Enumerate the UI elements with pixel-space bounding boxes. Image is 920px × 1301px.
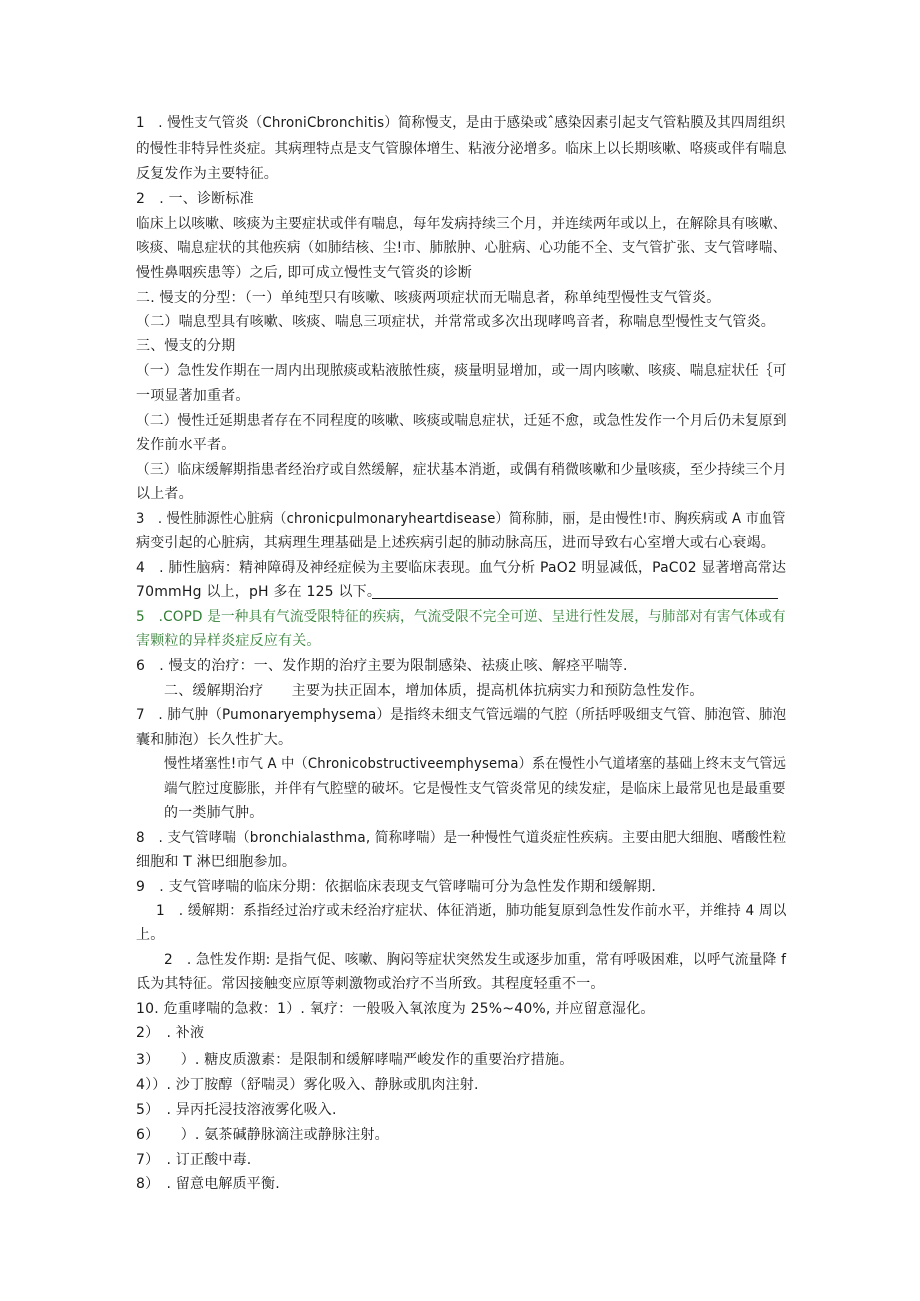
text-line: 的慢性非特异性炎症。其病理特点是支气管腺体增生、粘液分泌增多。临床上以长期咳嗽、咯痰或伴有喘息 bbox=[136, 141, 787, 157]
text-line: 端气腔过度膨胀，并伴有气腔壁的破坏。它是慢性支气管炎常见的续发症，是临床上最常见也是最重要 bbox=[164, 781, 786, 797]
text-line: 4 . 肺性脑病：精神障碍及神经症候为主要临床表现。血气分析 PaO2 明显减低，PaC02 显著增高常达 bbox=[136, 560, 787, 576]
text-line: 以上者。 bbox=[136, 486, 193, 502]
text-line: 7） . 订正酸中毒. bbox=[136, 1152, 252, 1168]
text-line: 二、缓解期治疗 主要为扶正固本，增加体质，提高机体抗病实力和预防急性发作。 bbox=[164, 683, 704, 699]
text-line: 上。 bbox=[136, 927, 165, 943]
text-line: 反复发作为主要特征。 bbox=[136, 166, 278, 182]
text-line: （一）急性发作期在一周内出现脓痰或粘液脓性痰，痰量明显增加，或一周内咳嗽、咳痰、喘息症状任｛可 bbox=[136, 363, 787, 379]
text-line: 2 . 急性发作期: 是指气促、咳嗽、胸闷等症状突然发生或逐步加重，常有呼吸困难，以呼气流量降 f bbox=[164, 952, 787, 968]
text-line: 1 . 缓解期：系指经过治疗或未经治疗症状、体征消逝，肺功能复原到急性发作前水平，并维持 4 周以 bbox=[156, 903, 787, 919]
text-line: 细胞和 T 淋巴细胞参加。 bbox=[136, 854, 297, 870]
text-line: 8 . 支气管哮喘（bronchialasthma, 简称哮喘）是一种慢性气道炎症性疾病。主要由肥大细胞、嗜酸性粒 bbox=[136, 830, 787, 846]
highlighted-line: 5 .COPD 是一种具有气流受限特征的疾病，气流受限不完全可逆、呈进行性发展，与肺部对有害气体或有 bbox=[136, 609, 786, 625]
text-line: 一项显著加重者。 bbox=[136, 388, 250, 404]
text-line: 慢性堵塞性!市气 A 中（Chronicobstructiveemphysema）系在慢性小气道堵塞的基础上终末支气管远 bbox=[164, 756, 787, 772]
text-line: 8） . 留意电解质平衡. bbox=[136, 1176, 280, 1192]
text-line: 70mmHg 以上，pH 多在 125 以下。 bbox=[136, 584, 382, 600]
text-line: 临床上以咳嗽、咳痰为主要症状或伴有喘息，每年发病持续三个月，并连续两年或以上，在解除具有咳嗽、 bbox=[136, 216, 787, 232]
text-line: （二）慢性迁延期患者存在不同程度的咳嗽、咳痰或喘息症状，迁延不愈，或急性发作一个月后仍未复原到 bbox=[136, 413, 787, 429]
text-line: 3 . 慢性肺源性心脏病（chronicpulmonaryheartdisease）简称肺，丽，是由慢性!市、胸疾病或 A 市血管 bbox=[136, 511, 786, 527]
text-line: 囊和肺泡）长久性扩大。 bbox=[136, 732, 293, 748]
text-line: （二）喘息型具有咳嗽、咳痰、喘息三项症状，并常常或多次出现哮鸣音者，称喘息型慢性支气管炎。 bbox=[136, 314, 775, 330]
text-line: 10. 危重哮喘的急救：1）. 氧疗：一般吸入氧浓度为 25%~40%, 并应留意湿化。 bbox=[136, 1001, 655, 1017]
text-line: 发作前水平者。 bbox=[136, 437, 236, 453]
text-line: 咳痰、喘息症状的其他疾病（如肺结核、尘!市、肺脓肿、心脏病、心功能不全、支气管扩张、支气管哮喘、 bbox=[136, 240, 787, 256]
text-line: 3） ）. 糖皮质激素：是限制和缓解哮喘严峻发作的重要治疗措施。 bbox=[136, 1052, 574, 1068]
section-heading: 三、慢支的分期 bbox=[136, 338, 236, 354]
text-line: 2） . 补液 bbox=[136, 1025, 205, 1041]
text-line: 1 . 慢性支气管炎（ChroniCbronchitis）简称慢支，是由于感染或ˆ感染因素引起支气管粘膜及其四周组织 bbox=[136, 115, 786, 131]
text-line: 慢性鼻咽疾患等）之后, 即可成立慢性支气管炎的诊断 bbox=[136, 265, 472, 281]
text-line: 病变引起的心脏病，其病理生理基础是上述疾病引起的肺动脉高压，进而导致右心室增大或右心衰竭。 bbox=[136, 535, 775, 551]
text-line: 二. 慢支的分型：（一）单纯型只有咳嗽、咳痰两项症状而无喘息者，称单纯型慢性支气管炎。 bbox=[136, 290, 721, 306]
section-heading: 2 . 一、诊断标准 bbox=[136, 191, 254, 207]
text-line: 氐为其特征。常因接触变应原等刺激物或治疗不当所致。其程度轻重不一。 bbox=[136, 976, 605, 992]
text-line: 7 . 肺气肿（Pumonaryemphysema）是指终未细支气管远端的气腔（所括呼吸细支气管、肺泡管、肺泡 bbox=[136, 707, 787, 723]
text-line: 5） . 异丙托浸技溶液雾化吸入. bbox=[136, 1102, 337, 1118]
text-line: 6 . 慢支的治疗：一、发作期的治疗主要为限制感染、祛痰止咳、解痉平喘等. bbox=[136, 658, 628, 674]
text-line: 6） ）. 氨茶碱静脉滴注或静脉注射。 bbox=[136, 1127, 389, 1143]
underline-rule bbox=[372, 598, 778, 599]
text-line: （三）临床缓解期指患者经治疗或自然缓解，症状基本消逝，或偶有稍微咳嗽和少量咳痰，至少持续三个月 bbox=[136, 462, 787, 478]
text-line: 9 . 支气管哮喘的临床分期：依据临床表现支气管哮喘可分为急性发作期和缓解期. bbox=[136, 879, 657, 895]
text-line: 的一类肺气肿。 bbox=[164, 805, 264, 821]
highlighted-line: 害颗粒的异样炎症反应有关。 bbox=[136, 633, 321, 649]
text-line: 4））. 沙丁胺醇（舒喘灵）雾化吸入、静脉或肌肉注射. bbox=[136, 1077, 479, 1093]
